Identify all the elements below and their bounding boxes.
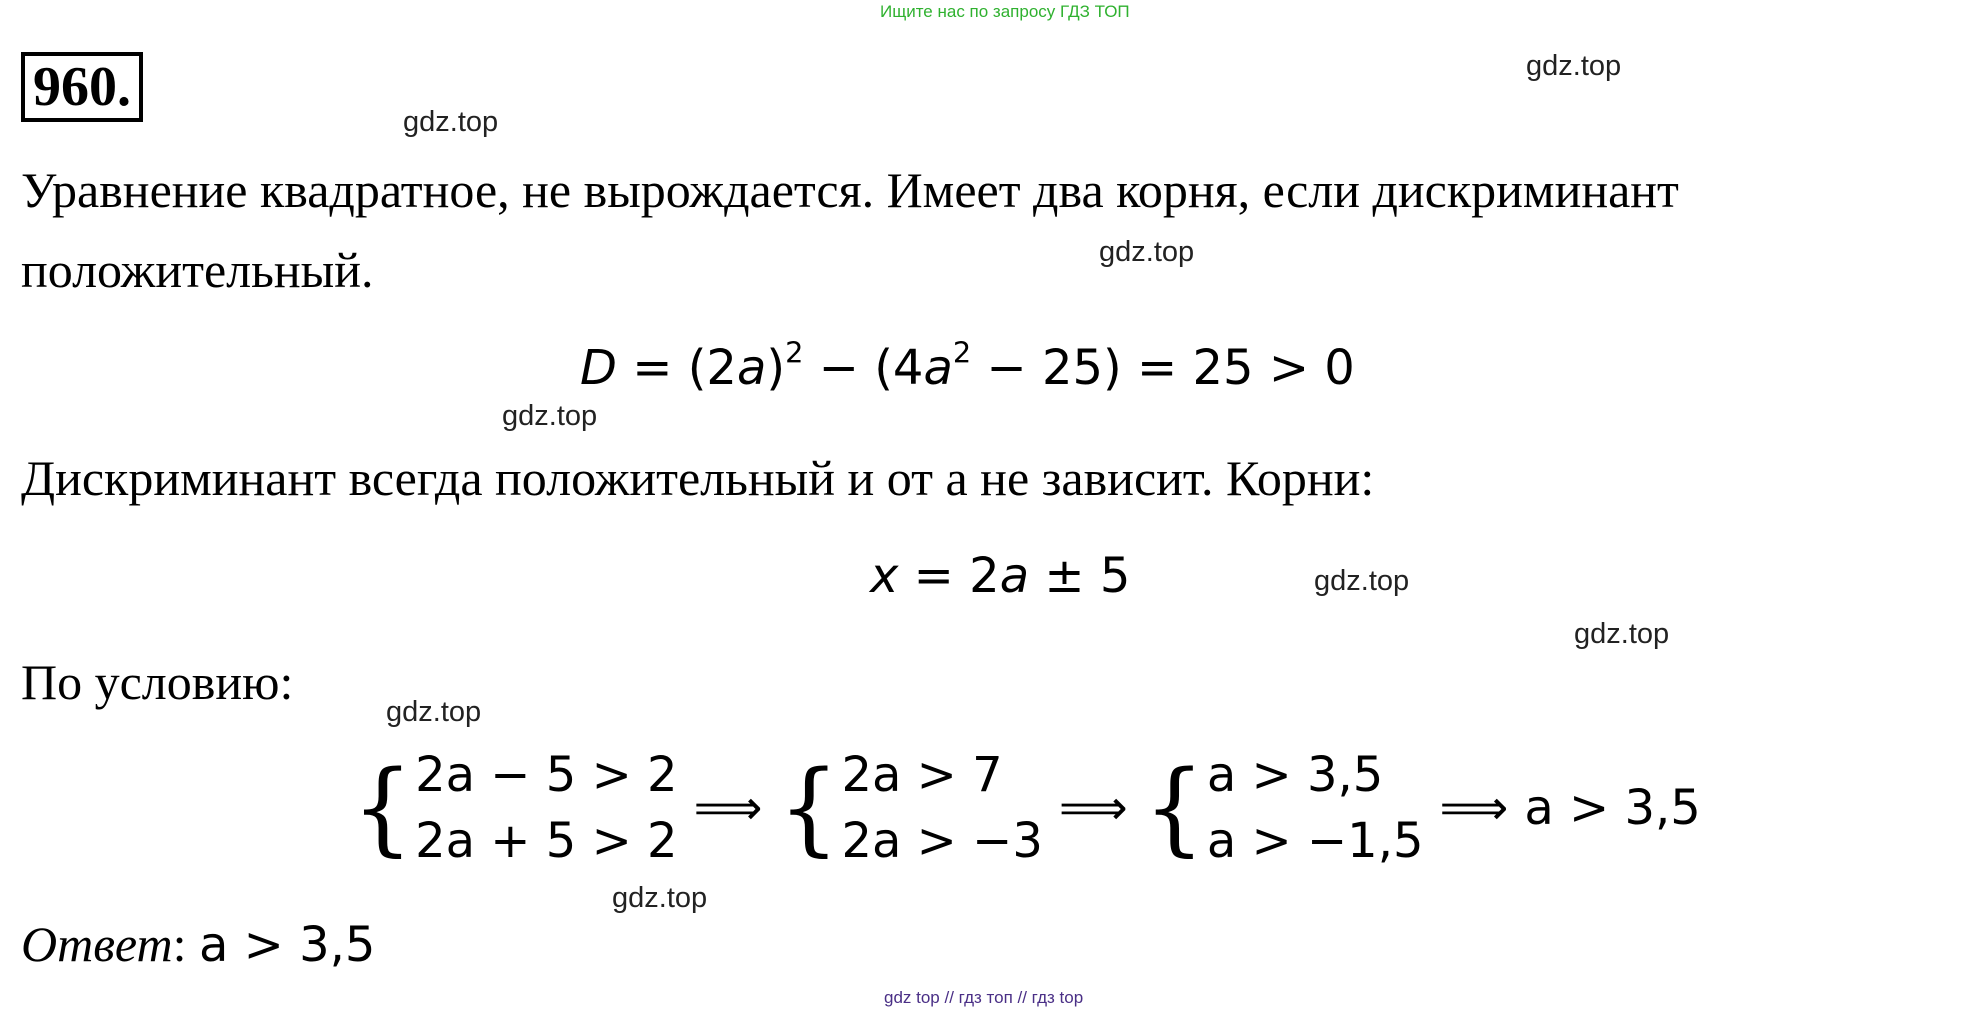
paragraph-discriminant: Дискриминант всегда положительный и от a не зависит. Корни:	[21, 450, 1375, 506]
system-1-line-1: 2a − 5 > 2	[415, 747, 678, 803]
watermark: gdz.top	[502, 400, 598, 432]
system-2-line-1: 2a > 7	[841, 747, 1003, 803]
roots-formula: x = 2a ± 5	[870, 548, 1131, 604]
watermark: gdz.top	[403, 106, 499, 138]
search-banner: Ищите нас по запросу ГДЗ ТОП	[880, 2, 1130, 21]
problem-number: 960.	[21, 52, 143, 122]
answer-line: Ответ: a > 3,5	[21, 916, 376, 973]
system-2-line-2: 2a > −3	[841, 813, 1043, 869]
implies-arrow: ⟹	[693, 780, 763, 836]
watermark: gdz.top	[1526, 50, 1622, 82]
watermark: gdz.top	[1099, 236, 1195, 268]
watermark: gdz.top	[1574, 618, 1670, 650]
system-result: a > 3,5	[1524, 780, 1701, 836]
answer-value: a > 3,5	[198, 917, 376, 973]
system-2: { 2a > 7 2a > −3	[778, 742, 1043, 874]
implies-arrow: ⟹	[1439, 780, 1509, 836]
footer-links: gdz top // гдз топ // гдз top	[884, 988, 1084, 1007]
implies-arrow: ⟹	[1058, 780, 1128, 836]
system-3-line-2: a > −1,5	[1206, 813, 1424, 869]
watermark: gdz.top	[386, 696, 482, 728]
paragraph-by-condition: По условию:	[21, 654, 294, 710]
system-1-line-2: 2a + 5 > 2	[415, 813, 678, 869]
system-3-line-1: a > 3,5	[1206, 747, 1384, 803]
discriminant-formula: $D = (2a)^2 - (4a^2 - 25) = 25 > 0$	[580, 335, 1355, 396]
watermark: gdz.top	[1314, 565, 1410, 597]
system-3: { a > 3,5 a > −1,5	[1144, 742, 1424, 874]
system-1: { 2a − 5 > 2 2a + 5 > 2	[352, 742, 678, 874]
inequality-systems	[352, 742, 1701, 874]
answer-label: Ответ	[21, 916, 173, 972]
paragraph-condition: Уравнение квадратное, не вырождается. Имеет два корня, если дискриминант положительный.	[21, 162, 1679, 298]
watermark: gdz.top	[612, 882, 708, 914]
